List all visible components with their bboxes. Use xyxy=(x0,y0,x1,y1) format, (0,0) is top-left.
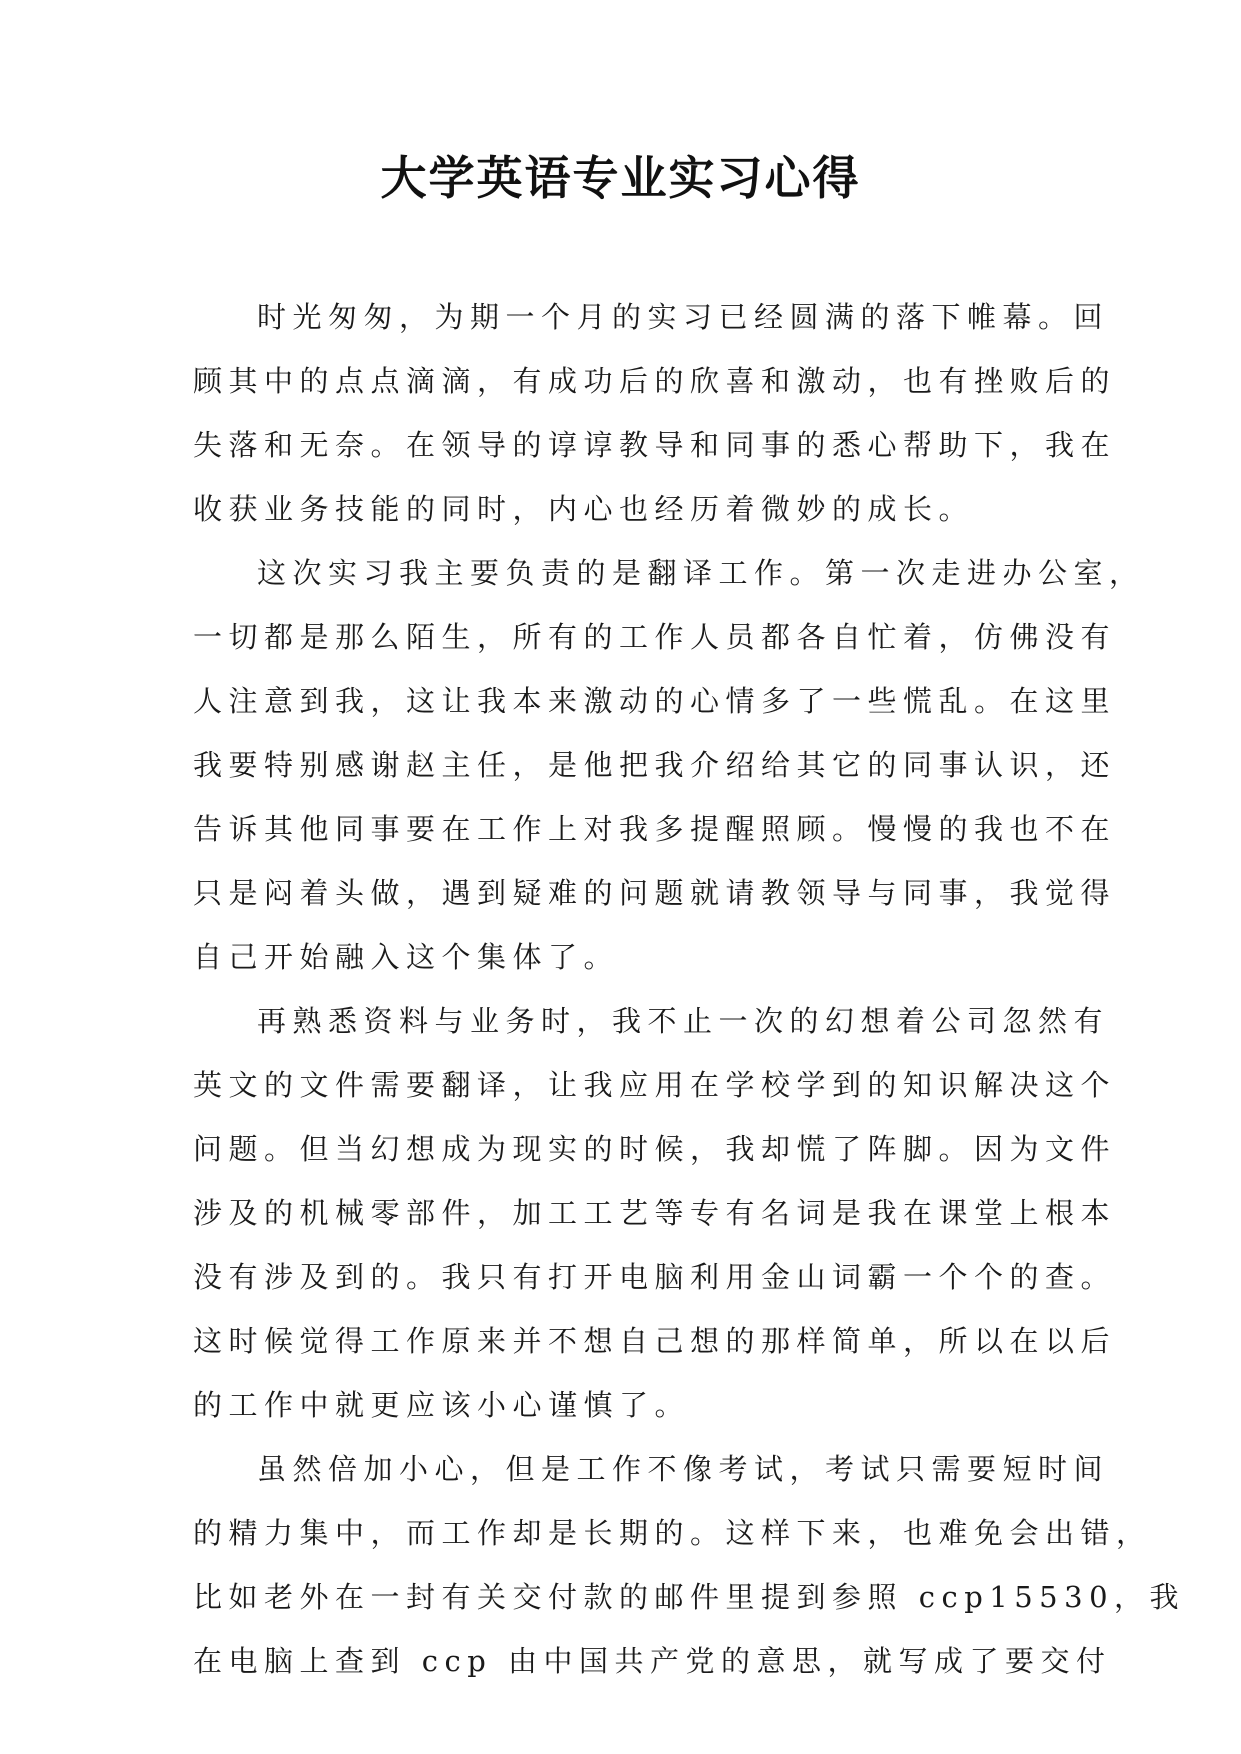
text-line: 告诉其他同事要在工作上对我多提醒照顾。慢慢的我也不在 xyxy=(193,812,1117,846)
text-line: 我要特别感谢赵主任，是他把我介绍给其它的同事认识，还 xyxy=(193,748,1117,782)
text-line: 一切都是那么陌生，所有的工作人员都各自忙着，仿佛没有 xyxy=(193,620,1117,654)
text-line: 比如老外在一封有关交付款的邮件里提到参照 ccp15530，我 xyxy=(193,1580,1186,1614)
text-line: 再熟悉资料与业务时，我不止一次的幻想着公司忽然有 xyxy=(257,1004,1110,1038)
paragraph-1 xyxy=(193,285,1117,541)
text-line: 涉及的机械零部件，加工工艺等专有名词是我在课堂上根本 xyxy=(193,1196,1117,1230)
text-line: 这次实习我主要负责的是翻译工作。第一次走进办公室， xyxy=(257,556,1145,590)
text-line: 人注意到我，这让我本来激动的心情多了一些慌乱。在这里 xyxy=(193,684,1117,718)
document-body xyxy=(193,285,1186,1693)
text-line: 问题。但当幻想成为现实的时候，我却慌了阵脚。因为文件 xyxy=(193,1132,1117,1166)
paragraph-4 xyxy=(193,1437,1186,1693)
text-line: 英文的文件需要翻译，让我应用在学校学到的知识解决这个 xyxy=(193,1068,1117,1102)
text-line: 收获业务技能的同时，内心也经历着微妙的成长。 xyxy=(193,492,975,526)
document-title: 大学英语专业实习心得 xyxy=(380,151,861,205)
text-line: 没有涉及到的。我只有打开电脑利用金山词霸一个个的查。 xyxy=(193,1260,1117,1294)
text-line: 虽然倍加小心，但是工作不像考试，考试只需要短时间 xyxy=(257,1452,1110,1486)
paragraph-3 xyxy=(193,989,1117,1437)
text-line: 自己开始融入这个集体了。 xyxy=(193,940,620,974)
text-line: 时光匆匆，为期一个月的实习已经圆满的落下帷幕。回 xyxy=(257,300,1110,334)
text-line: 顾其中的点点滴滴，有成功后的欣喜和激动，也有挫败后的 xyxy=(193,364,1117,398)
paragraph-2 xyxy=(193,541,1145,989)
text-line: 这时候觉得工作原来并不想自己想的那样简单，所以在以后 xyxy=(193,1324,1117,1358)
text-line: 的精力集中，而工作却是长期的。这样下来，也难免会出错， xyxy=(193,1516,1152,1550)
text-line: 的工作中就更应该小心谨慎了。 xyxy=(193,1388,691,1422)
text-line: 在电脑上查到 ccp 由中国共产党的意思，就写成了要交付 xyxy=(193,1644,1112,1678)
text-line: 失落和无奈。在领导的谆谆教导和同事的悉心帮助下，我在 xyxy=(193,428,1117,462)
text-line: 只是闷着头做，遇到疑难的问题就请教领导与同事，我觉得 xyxy=(193,876,1117,910)
